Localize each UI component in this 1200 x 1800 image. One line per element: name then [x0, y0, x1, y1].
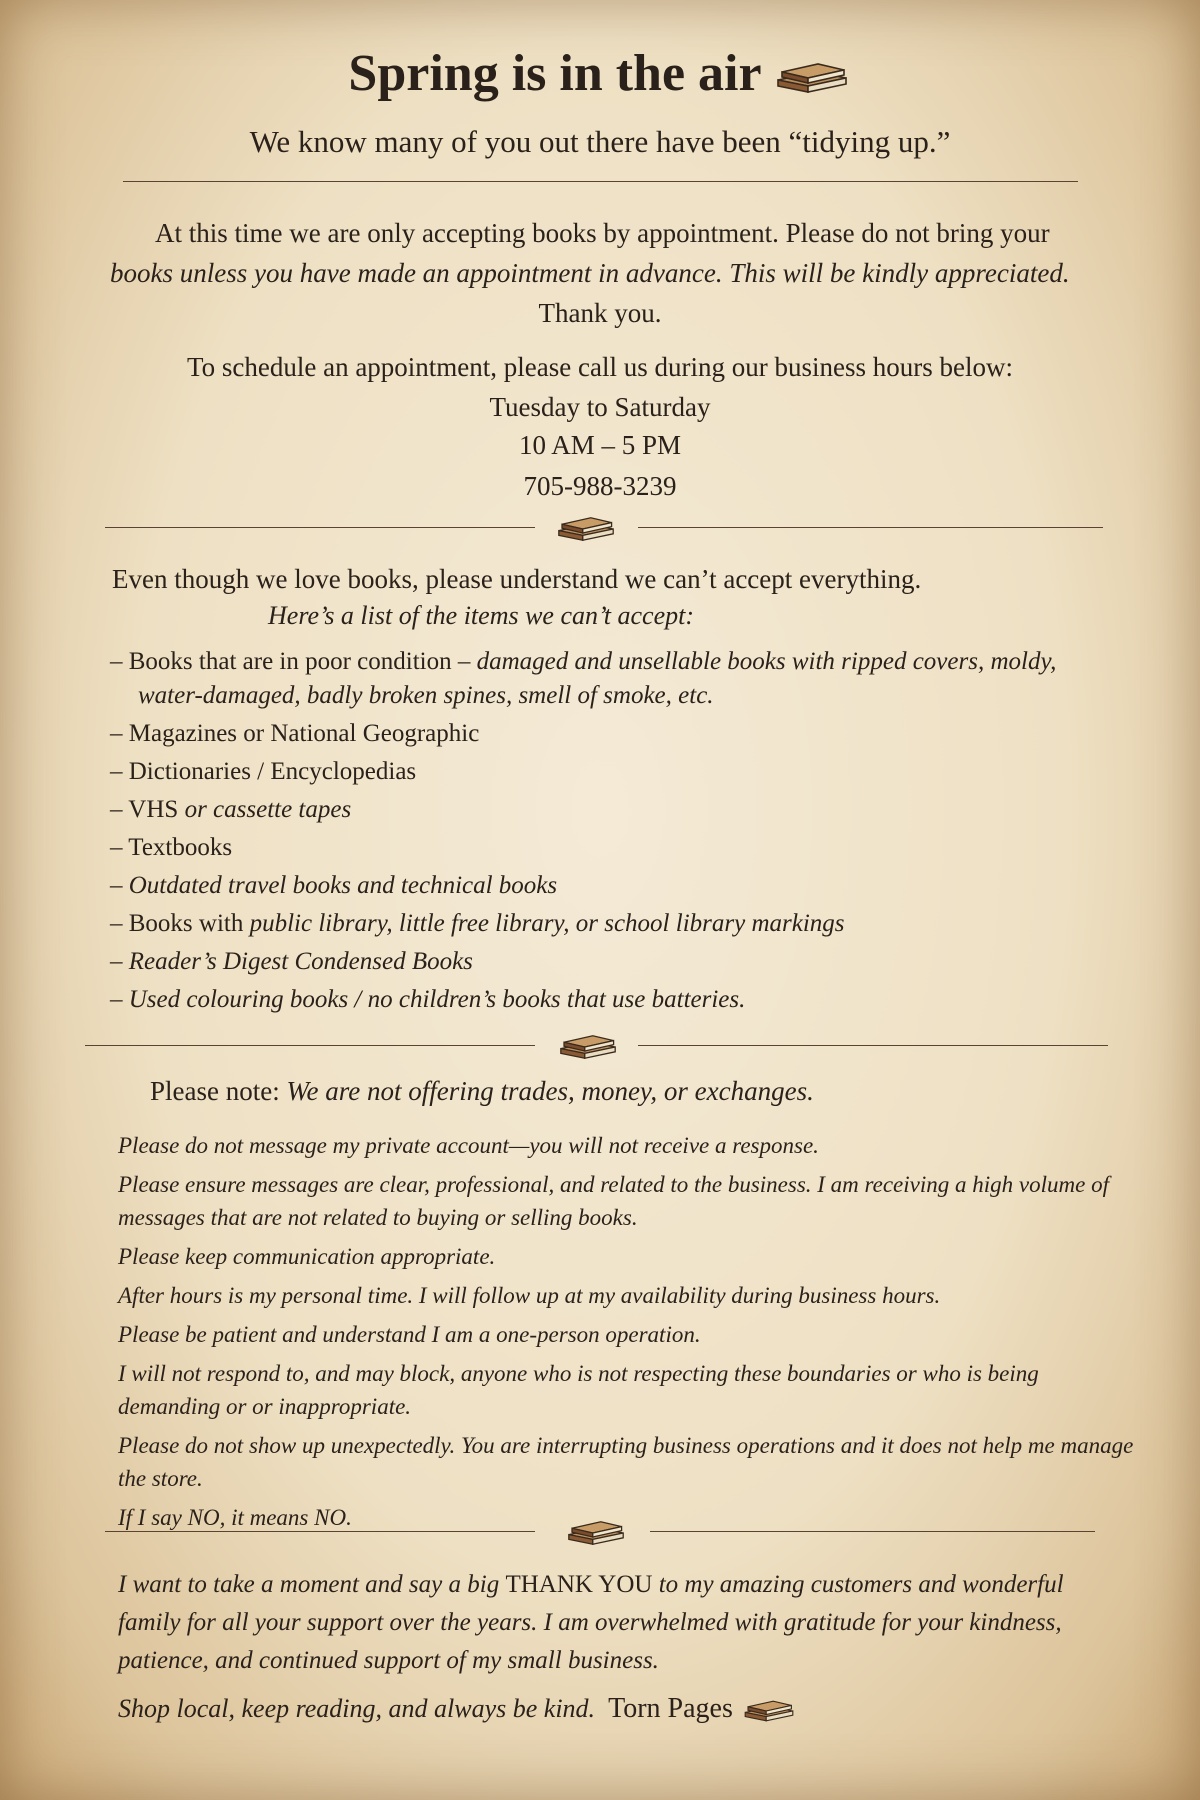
book-stack-icon: [558, 1517, 634, 1549]
appointment-line-1: At this time we are only accepting books by appointment. Please do not bring your: [155, 218, 1050, 248]
cannot-accept-list-intro: Here’s a list of the items we can’t accept:: [268, 601, 695, 630]
policy-line: Please do not show up unexpectedly. You are interrupting business operations and it does not help me manage the store.: [118, 1433, 1134, 1491]
note-heading: Please note: We are not offering trades, money, or exchanges.: [150, 1076, 814, 1106]
signoff-text: Shop local, keep reading, and always be kind.: [118, 1694, 596, 1723]
list-item: – Magazines or National Geographic: [110, 720, 480, 747]
signoff-line: [118, 1690, 1118, 1728]
list-item: – Used colouring books / no children’s books that use batteries.: [110, 986, 746, 1013]
closing-message: I want to take a moment and say a big THANK YOU to my amazing customers and wonderful family for all your support over the years. I am overwhelmed with gratitude for your kindness, patience, and continued support of my small business.: [118, 1571, 1064, 1674]
schedule-text: To schedule an appointment, please call us during our business hours below:: [187, 352, 1013, 382]
list-item: – Dictionaries / Encyclopedias: [110, 758, 417, 785]
book-stack-icon: [772, 58, 852, 98]
page-subtitle: We know many of you out there have been “tidying up.”: [249, 124, 951, 159]
business-days: Tuesday to Saturday: [489, 392, 711, 422]
book-stack-icon: [741, 1696, 797, 1726]
policy-line: I will not respond to, and may block, anyone who is not respecting these boundaries or who is being demanding or or inappropriate.: [118, 1361, 1039, 1419]
policy-line: If I say NO, it means NO.: [118, 1505, 352, 1530]
shop-name: Torn Pages: [608, 1693, 733, 1724]
policy-line: Please keep communication appropriate.: [118, 1244, 496, 1269]
section-divider-3: [0, 1517, 1200, 1547]
header-divider: [123, 181, 1078, 182]
thank-you-text: Thank you.: [538, 298, 662, 328]
list-item: – VHS or cassette tapes: [110, 796, 352, 823]
list-item: – Textbooks: [110, 834, 233, 861]
list-item: – Reader’s Digest Condensed Books: [110, 948, 473, 975]
book-stack-icon: [548, 513, 624, 545]
policy-line: After hours is my personal time. I will follow up at my availability during business hours.: [118, 1283, 941, 1308]
cannot-accept-intro: Even though we love books, please understand we can’t accept everything.: [112, 564, 922, 594]
section-divider-1: [0, 513, 1200, 543]
list-item: – Books that are in poor condition – damaged and unsellable books with ripped covers, moldy, water-damaged, badly broken spines, smell of smoke, etc.: [110, 648, 1057, 709]
business-hours: 10 AM – 5 PM: [518, 430, 682, 460]
cannot-accept-list: [110, 645, 1110, 1021]
phone-number: 705-988-3239: [523, 471, 677, 501]
title-text: Spring is in the air: [348, 45, 762, 102]
appointment-line-2: books unless you have made an appointment in advance. This will be kindly appreciated.: [110, 258, 1070, 288]
policy-line: Please do not message my private account—you will not receive a response.: [118, 1133, 819, 1158]
page-title: [0, 44, 1200, 103]
policy-notes: [118, 1129, 1138, 1540]
policy-line: Please be patient and understand I am a one-person operation.: [118, 1322, 701, 1347]
policy-line: Please ensure messages are clear, professional, and related to the business. I am receiving a high volume of messages that are not related to buying or selling books.: [118, 1172, 1109, 1230]
list-item: – Outdated travel books and technical books: [110, 872, 558, 899]
book-stack-icon: [550, 1031, 626, 1063]
list-item: – Books with public library, little free library, or school library markings: [110, 910, 845, 937]
section-divider-2: [0, 1031, 1200, 1061]
